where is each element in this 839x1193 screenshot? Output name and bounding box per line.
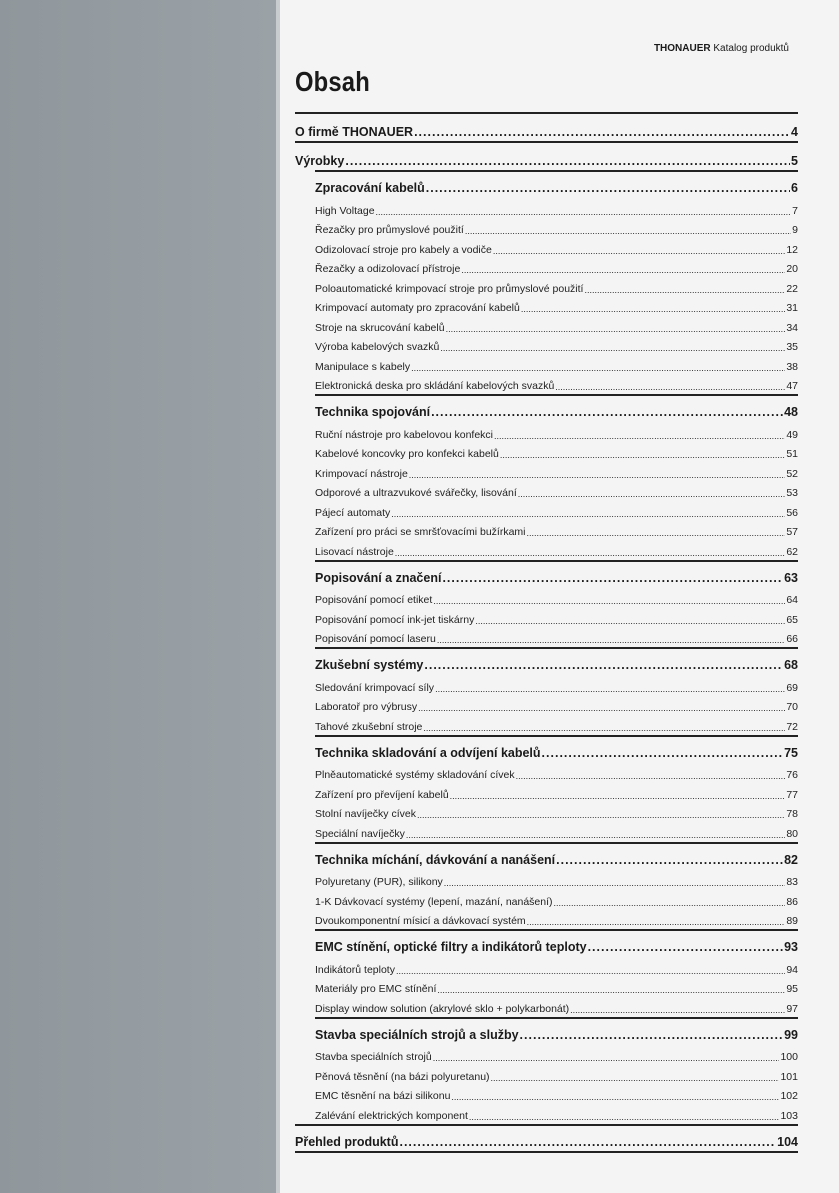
toc-entry-page: 76 [786, 769, 798, 781]
toc-entry[interactable] [315, 735, 798, 763]
toc-entry-label: Tahové zkušební stroje [315, 720, 423, 733]
toc-entry[interactable] [315, 958, 798, 978]
toc-entry-label: Laboratoř pro výbrusy [315, 701, 418, 713]
toc-entry[interactable] [315, 978, 798, 998]
toc-entry-label: Výroba kabelových svazků [315, 341, 440, 353]
toc-entry[interactable] [315, 560, 798, 588]
toc-entry-label: Display window solution (akrylové sklo + polykarbonát) [315, 1002, 570, 1015]
toc-leader-dots [409, 470, 786, 480]
toc-entry-page: 95 [786, 983, 798, 995]
toc-entry[interactable] [315, 608, 798, 628]
toc-entry[interactable] [315, 394, 798, 422]
toc-entry-page: 64 [786, 594, 798, 606]
toc-entry-page: 52 [786, 467, 798, 480]
toc-entry-label: Zkušební systémy [315, 658, 424, 672]
toc-entry-label: Manipulace s kabely [315, 360, 411, 373]
toc-entry-label: Popisování pomocí laseru [315, 633, 436, 645]
toc-entry-label: Pájecí automaty [315, 506, 391, 519]
table-of-contents [295, 112, 798, 1153]
header-text: Katalog produktů [710, 43, 789, 54]
toc-entry-label: Dvoukomponentní mísicí a dávkovací systém [315, 915, 526, 927]
toc-entry[interactable] [315, 482, 798, 502]
toc-entry-label: Technika skladování a odvíjení kabelů [315, 745, 541, 760]
toc-entry[interactable] [315, 219, 798, 239]
toc-entry-page: 48 [784, 405, 798, 419]
toc-entry[interactable] [315, 764, 798, 784]
toc-entry-page: 56 [786, 506, 798, 519]
toc-entry-label: Lisovací nástroje [315, 545, 394, 558]
toc-leader-dots [424, 658, 783, 672]
toc-entry-page: 68 [784, 658, 798, 672]
toc-entry-label: Odizolovací stroje pro kabely a vodiče [315, 243, 492, 256]
toc-entry[interactable] [295, 141, 798, 170]
toc-entry-label: 1-K Dávkovací systémy (lepení, mazání, nanášení) [315, 895, 553, 908]
toc-entry[interactable] [315, 890, 798, 910]
toc-leader-dots [584, 285, 785, 295]
toc-entry-label: EMC těsnění na bázi silikonu [315, 1090, 451, 1102]
toc-entry-page: 51 [786, 448, 798, 460]
toc-entry[interactable] [315, 696, 798, 716]
toc-leader-dots [437, 985, 785, 995]
toc-entry[interactable] [295, 1124, 798, 1153]
page-title: Obsah [295, 66, 370, 97]
toc-entry-page: 35 [786, 341, 798, 353]
toc-entry-page: 94 [786, 963, 798, 976]
toc-leader-dots [440, 343, 785, 353]
toc-entry-label: Technika spojování [315, 405, 431, 419]
toc-entry[interactable] [315, 1065, 798, 1085]
toc-entry-page: 80 [786, 827, 798, 840]
toc-leader-dots [493, 246, 785, 256]
toc-entry-page: 86 [786, 895, 798, 908]
toc-leader-dots [556, 853, 783, 867]
toc-entry-page: 99 [784, 1027, 798, 1042]
toc-entry-page: 100 [780, 1051, 798, 1063]
toc-entry[interactable] [315, 170, 798, 198]
toc-entry-page: 63 [784, 570, 798, 585]
toc-leader-dots [518, 489, 786, 499]
toc-leader-dots [475, 616, 785, 626]
toc-leader-dots [446, 324, 786, 334]
toc-entry-page: 38 [786, 360, 798, 373]
toc-entry-page: 65 [786, 613, 798, 626]
toc-leader-dots [555, 382, 785, 392]
toc-entry-label: Zalévání elektrických komponent [315, 1109, 468, 1122]
toc-entry-page: 72 [786, 720, 798, 733]
toc-entry-page: 9 [792, 224, 798, 236]
toc-entry-page: 89 [786, 915, 798, 927]
left-gray-sidebar [0, 0, 276, 1193]
toc-leader-dots [491, 1073, 780, 1083]
toc-entry[interactable] [315, 589, 798, 609]
toc-leader-dots [521, 304, 785, 314]
toc-leader-dots [396, 966, 785, 976]
toc-entry-label: Technika míchání, dávkování a nanášení [315, 852, 556, 867]
toc-entry-page: 12 [786, 243, 798, 256]
toc-entry-label: Popisování pomocí etiket [315, 594, 433, 606]
toc-entry-page: 97 [786, 1002, 798, 1015]
header-brand: THONAUER [653, 43, 711, 54]
toc-entry-label: Odporové a ultrazvukové svářečky, lisování [315, 487, 517, 499]
toc-entry-label: Ruční nástroje pro kabelovou konfekci [315, 428, 494, 441]
toc-entry[interactable] [315, 277, 798, 297]
toc-entry-page: 66 [786, 633, 798, 645]
toc-entry-page: 62 [786, 545, 798, 558]
toc-entry-label: Speciální navíječky [315, 827, 405, 840]
toc-entry[interactable] [315, 443, 798, 463]
toc-entry-page: 69 [786, 681, 798, 694]
toc-entry-page: 47 [786, 380, 798, 392]
toc-entry-label: Kabelové koncovky pro konfekci kabelů [315, 448, 499, 460]
toc-entry[interactable] [315, 715, 798, 735]
toc-entry-label: Krimpovací nástroje [315, 467, 408, 480]
toc-entry-label: Krimpovací automaty pro zpracování kabelů [315, 302, 520, 314]
toc-leader-dots [437, 635, 785, 645]
toc-entry-page: 6 [791, 181, 798, 195]
toc-leader-dots [461, 265, 785, 275]
toc-entry[interactable] [315, 1085, 798, 1105]
toc-entry[interactable] [315, 676, 798, 696]
toc-entry-page: 49 [786, 428, 798, 441]
toc-entry-label: Řezačky a odizolovací přístroje [315, 263, 461, 275]
toc-leader-dots [399, 1135, 776, 1149]
toc-leader-dots [469, 1112, 780, 1122]
page-header [654, 43, 789, 54]
toc-entry[interactable] [315, 929, 798, 957]
toc-leader-dots [527, 917, 786, 927]
toc-entry[interactable] [315, 316, 798, 336]
toc-entry-label: Poloautomatické krimpovací stroje pro průmyslové použití [315, 282, 584, 295]
toc-entry[interactable] [315, 258, 798, 278]
toc-entry-page: 70 [786, 701, 798, 713]
toc-entry-label: Řezačky pro průmyslové použití [315, 224, 464, 236]
toc-leader-dots [433, 596, 785, 606]
toc-entry[interactable] [315, 355, 798, 375]
toc-leader-dots [423, 723, 785, 733]
toc-leader-dots [426, 181, 790, 195]
toc-entry[interactable] [315, 501, 798, 521]
toc-leader-dots [444, 878, 786, 888]
toc-entry[interactable] [315, 1104, 798, 1124]
toc-entry-page: 5 [791, 154, 798, 168]
toc-entry-page: 31 [786, 302, 798, 314]
toc-entry-label: Stroje na skrucování kabelů [315, 321, 445, 334]
toc-entry[interactable] [315, 297, 798, 317]
toc-leader-dots [520, 1028, 784, 1042]
toc-entry-page: 22 [786, 282, 798, 295]
toc-entry-label: Sledování krimpovací síly [315, 681, 435, 694]
toc-entry[interactable] [315, 1046, 798, 1066]
toc-leader-dots [527, 528, 786, 538]
toc-leader-dots [418, 703, 785, 713]
toc-entry[interactable] [315, 375, 798, 395]
toc-entry-label: Plněautomatické systémy skladování cívek [315, 769, 515, 781]
toc-entry-label: Polyuretany (PUR), silikony [315, 876, 443, 888]
toc-entry-page: 34 [786, 321, 798, 334]
toc-entry[interactable] [315, 521, 798, 541]
toc-entry-label: Popisování pomocí ink-jet tiskárny [315, 613, 475, 626]
toc-entry-page: 53 [786, 487, 798, 499]
toc-leader-dots [417, 810, 785, 820]
toc-entry-page: 4 [791, 125, 798, 139]
toc-entry-page: 7 [792, 204, 798, 217]
toc-entry-label: Stavba speciálních strojů [315, 1051, 432, 1063]
toc-entry-label: Materiály pro EMC stínění [315, 983, 437, 995]
toc-entry-page: 78 [786, 808, 798, 820]
toc-leader-dots [500, 450, 785, 460]
toc-entry-page: 83 [786, 876, 798, 888]
toc-entry-label: Zařízení pro převíjení kabelů [315, 788, 449, 801]
toc-entry-label: Stolní navíječky cívek [315, 808, 416, 820]
toc-entry[interactable] [315, 1017, 798, 1045]
toc-entry-page: 75 [784, 745, 798, 760]
toc-entry-label: Elektronická deska pro skládání kabelových svazků [315, 380, 555, 392]
toc-entry[interactable] [315, 628, 798, 648]
toc-entry-label: Indikátorů teploty [315, 963, 395, 976]
toc-entry-page: 93 [784, 940, 798, 954]
toc-leader-dots [442, 571, 783, 585]
toc-entry[interactable] [315, 997, 798, 1017]
toc-entry[interactable] [315, 647, 798, 675]
toc-leader-dots [465, 226, 791, 236]
toc-leader-dots [406, 830, 785, 840]
toc-entry[interactable] [315, 871, 798, 891]
toc-leader-dots [395, 548, 786, 558]
toc-entry[interactable] [315, 423, 798, 443]
toc-entry-label: Stavba speciálních strojů a služby [315, 1027, 519, 1042]
toc-entry-page: 20 [786, 263, 798, 275]
toc-entry-page: 77 [786, 788, 798, 801]
toc-entry-label: Přehled produktů [295, 1134, 399, 1149]
toc-leader-dots [588, 940, 784, 954]
toc-entry[interactable] [315, 783, 798, 803]
toc-entry[interactable] [315, 199, 798, 219]
toc-entry-label: Výrobky [295, 154, 345, 168]
toc-entry[interactable] [315, 822, 798, 842]
toc-entry[interactable] [315, 336, 798, 356]
toc-entry-label: O firmě THONAUER [295, 125, 414, 139]
toc-entry-page: 103 [780, 1109, 798, 1122]
toc-entry-label: Zpracování kabelů [315, 181, 425, 195]
toc-leader-dots [451, 1092, 779, 1102]
toc-leader-dots [431, 405, 783, 419]
toc-entry-page: 101 [780, 1070, 798, 1083]
toc-entry[interactable] [315, 842, 798, 870]
toc-leader-dots [433, 1053, 780, 1063]
toc-leader-dots [554, 898, 786, 908]
toc-leader-dots [494, 431, 785, 441]
toc-entry-page: 57 [786, 526, 798, 538]
toc-entry-label: High Voltage [315, 204, 375, 217]
toc-entry[interactable] [315, 910, 798, 930]
toc-leader-dots [345, 154, 790, 168]
toc-leader-dots [542, 746, 784, 760]
toc-leader-dots [391, 509, 785, 519]
toc-leader-dots [414, 125, 790, 139]
toc-entry-label: Zařízení pro práci se smršťovacími bužírkami [315, 526, 526, 538]
toc-leader-dots [450, 791, 786, 801]
toc-entry[interactable] [315, 540, 798, 560]
toc-entry-label: Popisování a značení [315, 570, 442, 585]
toc-entry-label: EMC stínění, optické filtry a indikátorů teploty [315, 940, 587, 954]
toc-entry-page: 102 [780, 1090, 798, 1102]
toc-leader-dots [516, 771, 786, 781]
toc-entry-page: 104 [777, 1134, 798, 1149]
toc-leader-dots [570, 1005, 785, 1015]
toc-entry[interactable] [315, 803, 798, 823]
toc-entry[interactable] [315, 238, 798, 258]
toc-entry-label: Pěnová těsnění (na bázi polyuretanu) [315, 1070, 490, 1083]
toc-leader-dots [376, 207, 792, 217]
toc-entry[interactable] [315, 462, 798, 482]
toc-leader-dots [411, 363, 785, 373]
toc-leader-dots [435, 684, 785, 694]
toc-entry-page: 82 [784, 852, 798, 867]
toc-entry[interactable] [295, 112, 798, 141]
